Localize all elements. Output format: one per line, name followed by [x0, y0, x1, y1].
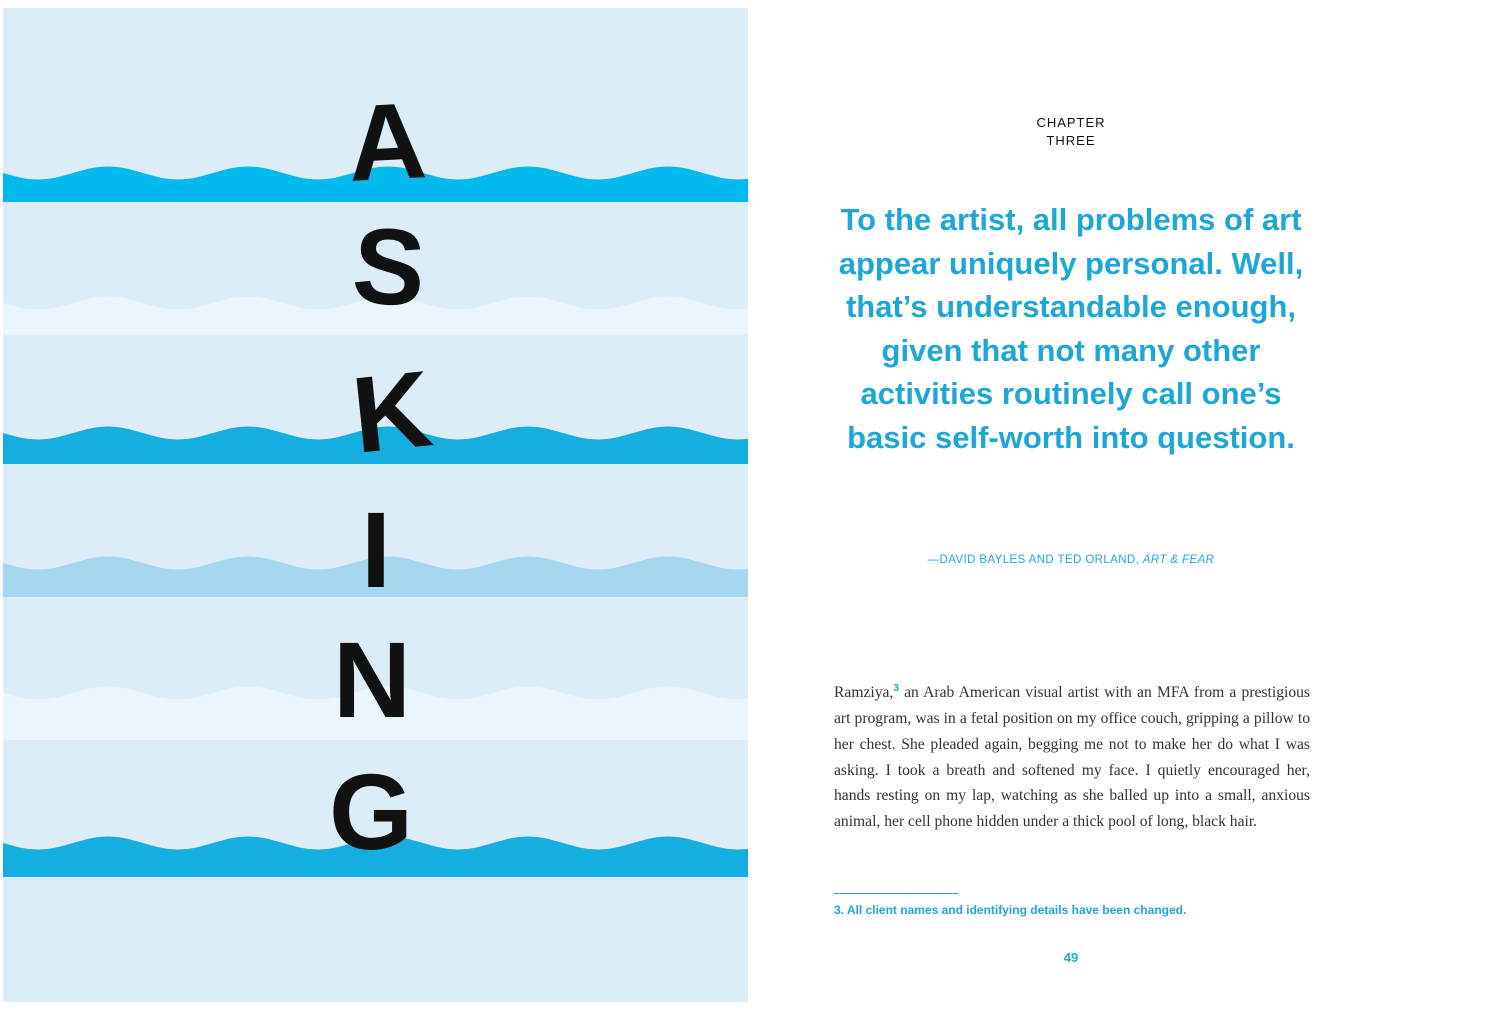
left-page-illustration	[3, 8, 748, 1002]
body-rest: an Arab American visual artist with an MFA from a prestigious art program, was in a fetal position on my office couch, gripping a pillow to her chest. She pleaded again, begging me not to make her do what I was asking. I took a breath and softened my face. I quietly encouraged her, hands resting on my lap, watching as she balled up into a small, anxious animal, her cell phone hidden under a thick pool of long, black hair.	[834, 684, 1310, 831]
letter-g: G	[329, 751, 414, 872]
page-number: 49	[1063, 950, 1079, 965]
body-paragraph	[834, 676, 1310, 835]
footnote-divider	[834, 893, 958, 894]
chapter-number: THREE	[1046, 133, 1096, 148]
attribution-title: ART & FEAR	[1142, 554, 1215, 566]
right-page	[748, 8, 1500, 1002]
letter-k: K	[346, 347, 438, 476]
footnote-reference: 3	[893, 683, 899, 694]
letter-n: N	[333, 619, 411, 740]
epigraph-attribution	[748, 554, 1394, 566]
letter-a: A	[344, 79, 430, 204]
letter-i: I	[361, 489, 392, 610]
epigraph-quote: To the artist, all problems of art appear uniquely personal. Well, that’s understandable enough, given that not many other activities routinely call one’s basic self-worth into question.	[838, 202, 1304, 455]
chapter-heading	[748, 114, 1394, 150]
attribution-authors: —DAVID BAYLES AND TED ORLAND,	[927, 554, 1143, 566]
body-start: Ramziya,	[834, 684, 894, 702]
letter-s: S	[348, 203, 430, 330]
footnote: 3. All client names and identifying details have been changed.	[834, 903, 1187, 917]
chapter-label: CHAPTER	[1036, 115, 1106, 130]
